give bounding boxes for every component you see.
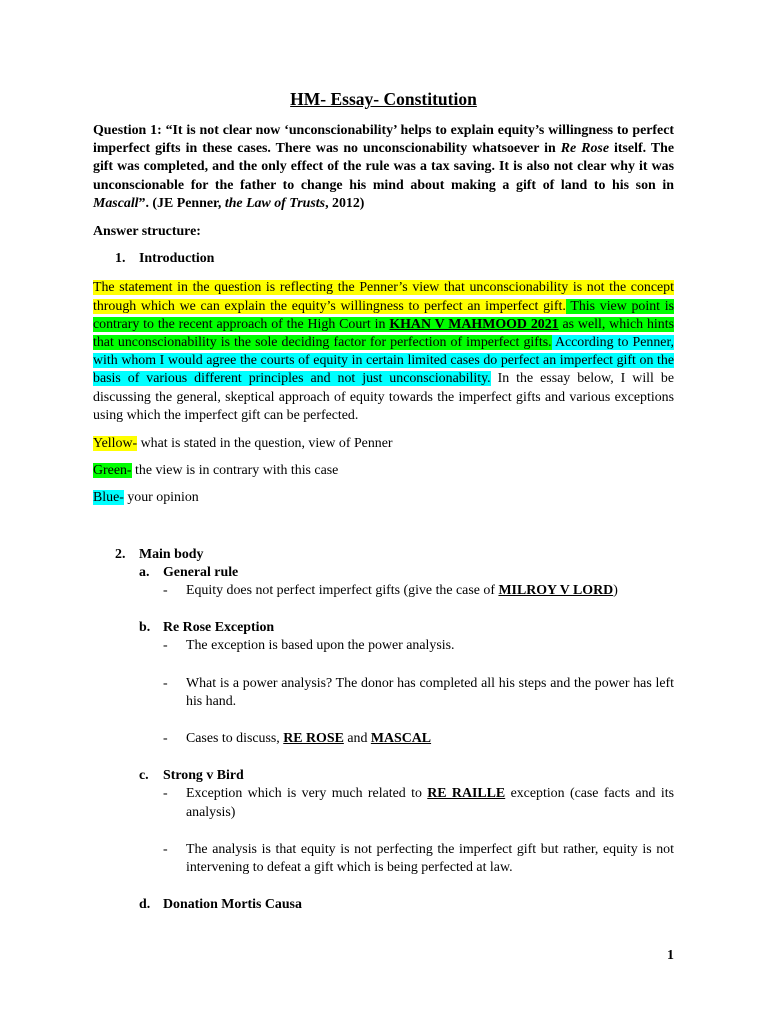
section-d-letter: d. — [139, 897, 151, 913]
section-a-letter: a. — [139, 564, 150, 580]
list-item — [163, 730, 674, 748]
legend-green-label: Green- — [93, 463, 132, 479]
legend-green — [93, 462, 674, 480]
main-body-heading-label: Main body — [139, 546, 204, 562]
document-title: HM- Essay- Constitution — [290, 89, 477, 109]
question-text: , 2012) — [325, 195, 365, 211]
question-text: ”. (JE Penner, — [138, 195, 225, 211]
intro-green-text: as well, which hints that unconscionability is the sole deciding factor for perfection of imperfect gifts. — [93, 316, 674, 351]
section-a-title: General rule — [163, 564, 239, 580]
list-item-text-part: exception (case facts and its analysis) — [186, 786, 674, 820]
main-body-number: 2. — [115, 546, 126, 562]
legend-yellow-text: what is stated in the question, view of Penner — [137, 436, 393, 452]
section-b-heading — [139, 619, 674, 637]
list-item-text-part: Equity does not perfect imperfect gifts (give the case of — [186, 583, 499, 599]
case-re-rose: RE ROSE — [283, 731, 344, 747]
intro-number: 1. — [115, 251, 126, 267]
page-number: 1 — [667, 948, 674, 963]
section-a-heading — [139, 564, 674, 582]
list-item-text-part: Cases to discuss, — [186, 731, 284, 747]
dash-bullet: - — [163, 841, 168, 857]
list-item — [163, 841, 674, 877]
list-item-text: The exception is based upon the power analysis. — [186, 638, 455, 654]
dash-bullet: - — [163, 786, 168, 802]
list-item-text-part: Exception which is very much related to — [186, 786, 428, 802]
intro-yellow-highlight: The statement in the question is reflecting the Penner’s view that unconscionability is not the concept through which we can explain the equity’s willingness to perfect an imperfect gift. — [93, 280, 674, 314]
intro-heading-label: Introduction — [139, 251, 215, 267]
section-d-heading — [139, 896, 674, 914]
list-item-text-part: ) — [613, 583, 618, 599]
list-item — [163, 637, 674, 655]
intro-green-text: This view point is contrary to the recent approach of the High Court in — [93, 298, 675, 332]
intro-paragraph — [93, 279, 674, 425]
question-case-re-rose: Re Rose — [560, 141, 610, 157]
question-text: Question 1: “It is not clear now ‘unconscionability’ helps to explain equity’s willingness to perfect imperfect gifts in these cases. There was no unconscionability whatsoever in — [93, 123, 674, 157]
question-paragraph — [93, 122, 674, 213]
intro-heading — [93, 250, 674, 268]
legend-yellow — [93, 435, 674, 453]
section-b-title: Re Rose Exception — [163, 620, 275, 636]
intro-cyan-highlight: According to Penner, with whom I would agree the courts of equity in certain limited cases do perfect an imperfect gift on the basis of various different principles and not just unconscionability. — [93, 335, 675, 387]
legend-green-text: the view is in contrary with this case — [131, 463, 339, 479]
list-item-text-part: and — [343, 731, 371, 747]
dash-bullet: - — [163, 583, 168, 599]
question-case-mascall: Mascall — [93, 195, 139, 211]
list-item — [163, 785, 674, 821]
answer-structure-heading: Answer structure: — [93, 224, 201, 240]
list-item — [163, 582, 674, 600]
legend-blue-text: your opinion — [123, 490, 199, 506]
list-item-text: What is a power analysis? The donor has completed all his steps and the power has left his hand. — [186, 675, 674, 709]
document-body — [93, 88, 674, 915]
list-item-text — [186, 785, 674, 821]
case-re-raille: RE RAILLE — [427, 786, 506, 802]
list-item — [163, 675, 674, 711]
section-c-title: Strong v Bird — [163, 768, 244, 784]
case-khan-v-mahmood: KHAN V MAHMOOD 2021 — [389, 316, 559, 332]
section-d-title: Donation Mortis Causa — [163, 897, 302, 913]
case-mascal: MASCAL — [370, 731, 432, 747]
intro-plain-text: In the essay below, I will be discussing the general, skeptical approach of equity towards the imperfect gifts and various exceptions using which the imperfect gift can be perfected. — [93, 371, 674, 423]
legend-blue-label: Blue- — [93, 490, 124, 506]
section-c-heading — [139, 767, 674, 785]
list-item-text — [186, 582, 674, 600]
question-text: itself. The gift was completed, and the only effect of the rule was a tax saving. It is also not clear why it was unconscionable for the father to change his mind about making a gift of land to his son in — [93, 141, 674, 193]
dash-bullet: - — [163, 638, 168, 654]
list-item-text: The analysis is that equity is not perfecting the imperfect gift but rather, equity is not intervening to defeat a gift which is being perfected at law. — [186, 841, 674, 876]
case-milroy-v-lord: MILROY V LORD — [498, 583, 614, 599]
section-c-letter: c. — [139, 768, 149, 784]
legend-blue — [93, 489, 674, 507]
main-body-heading — [93, 546, 674, 564]
question-book-title: the Law of Trusts — [224, 195, 326, 211]
dash-bullet: - — [163, 731, 168, 747]
legend-yellow-label: Yellow- — [93, 436, 138, 452]
list-item-text — [186, 730, 674, 748]
dash-bullet: - — [163, 675, 168, 691]
section-b-letter: b. — [139, 620, 151, 636]
